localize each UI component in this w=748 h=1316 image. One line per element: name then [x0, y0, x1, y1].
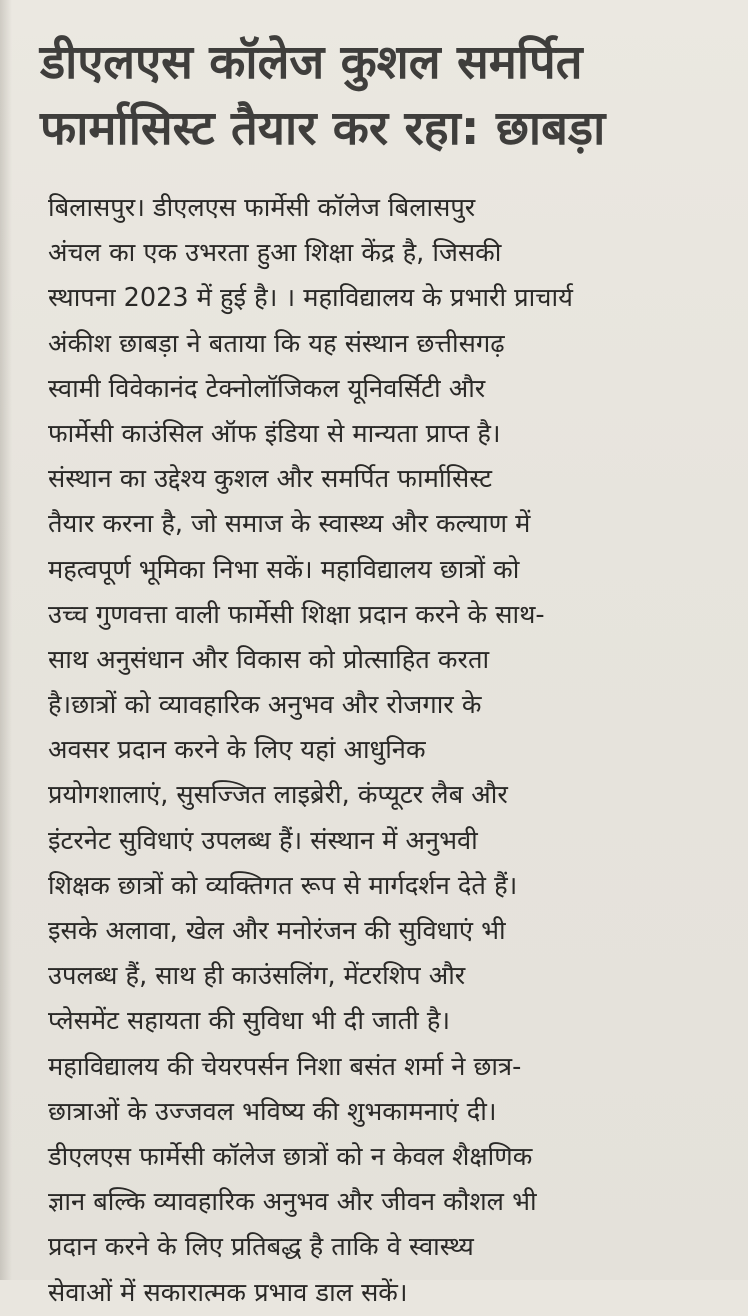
headline-line: फार्मासिस्ट तैयार कर रहा: छाबड़ा: [40, 101, 606, 156]
body-line: बिलासपुर। डीएलएस फार्मेसी कॉलेज बिलासपुर: [48, 193, 476, 223]
body-line: शिक्षक छात्रों को व्यक्तिगत रूप से मार्गदर्शन देते हैं।: [48, 870, 518, 901]
headline-line: डीएलएस कॉलेज कुशल समर्पित: [40, 35, 583, 90]
body-line: प्रयोगशालाएं, सुसज्जित लाइब्रेरी, कंप्यूटर लैब और: [48, 780, 508, 811]
body-line: अवसर प्रदान करने के लिए यहां आधुनिक: [48, 735, 426, 766]
body-line: स्थापना 2023 में हुई है। । महाविद्यालय के प्रभारी प्राचार्य: [48, 283, 573, 314]
body-line: संस्थान का उद्देश्य कुशल और समर्पित फार्मासिस्ट: [48, 464, 493, 495]
body-line: इसके अलावा, खेल और मनोरंजन की सुविधाएं भी: [48, 916, 506, 946]
article-body: [48, 186, 728, 1316]
body-line: फार्मेसी काउंसिल ऑफ इंडिया से मान्यता प्राप्त है।: [48, 418, 501, 449]
body-line: महाविद्यालय की चेयरपर्सन निशा बसंत शर्मा ने छात्र-: [48, 1051, 522, 1082]
body-line: उपलब्ध हैं, साथ ही काउंसलिंग, मेंटरशिप और: [48, 961, 466, 992]
body-line: प्रदान करने के लिए प्रतिबद्ध है ताकि वे स्वास्थ्य: [48, 1232, 474, 1263]
body-line: ज्ञान बल्कि व्यावहारिक अनुभव और जीवन कौशल भी: [48, 1187, 537, 1218]
page-edge-shadow: [0, 0, 12, 1280]
body-line: डीएलएस फार्मेसी कॉलेज छात्रों को न केवल शैक्षणिक: [48, 1141, 533, 1172]
body-line: उच्च गुणवत्ता वाली फार्मेसी शिक्षा प्रदान करने के साथ-: [48, 599, 545, 630]
body-line: है।छात्रों को व्यावहारिक अनुभव और रोजगार के: [48, 690, 482, 721]
body-line: स्वामी विवेकानंद टेक्नोलॉजिकल यूनिवर्सिटी और: [48, 373, 486, 404]
body-line: तैयार करना है, जो समाज के स्वास्थ्य और कल्याण में: [48, 509, 531, 540]
body-line: अंकीश छाबड़ा ने बताया कि यह संस्थान छत्तीसगढ़: [48, 328, 505, 359]
body-line: इंटरनेट सुविधाएं उपलब्ध हैं। संस्थान में अनुभवी: [48, 825, 478, 856]
body-line: महत्वपूर्ण भूमिका निभा सकें। महाविद्यालय छात्रों को: [48, 554, 520, 585]
body-line: साथ अनुसंधान और विकास को प्रोत्साहित करता: [48, 644, 490, 675]
article-headline: [40, 30, 730, 162]
body-line: अंचल का एक उभरता हुआ शिक्षा केंद्र है, जिसकी: [48, 238, 502, 269]
body-line: छात्राओं के उज्जवल भविष्य की शुभकामनाएं दी।: [48, 1096, 497, 1127]
body-line: सेवाओं में सकारात्मक प्रभाव डाल सकें।: [48, 1277, 408, 1308]
body-line: प्लेसमेंट सहायता की सुविधा भी दी जाती है।: [48, 1006, 451, 1037]
